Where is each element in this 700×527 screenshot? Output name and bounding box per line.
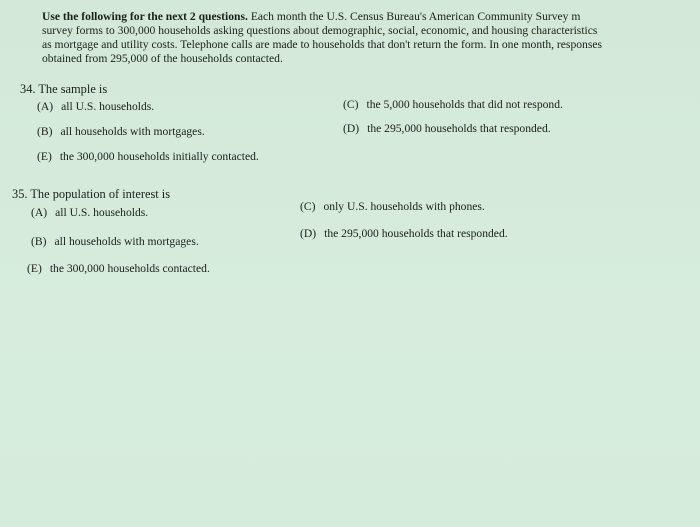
- q34-choice-a[interactable]: [37, 100, 154, 113]
- q35-choice-d-text: the 295,000 households that responded.: [324, 227, 508, 240]
- intro-line-1-rest: Each month the U.S. Census Bureau's American Community Survey m: [250, 10, 581, 23]
- q35-choice-d-letter: (D): [300, 227, 317, 240]
- intro-line-2: survey forms to 300,000 households asking questions about demographic, social, economic, and housing characteristics: [42, 24, 598, 37]
- q35-choice-a-text: all U.S. households.: [55, 206, 149, 219]
- q35-choice-b-letter: (B): [31, 235, 47, 248]
- intro-lead: Use the following for the next 2 questions.: [42, 10, 248, 23]
- q35-choice-c-text: only U.S. households with phones.: [323, 200, 485, 213]
- q34-choice-a-text: all U.S. households.: [61, 100, 155, 113]
- q35-choice-c-letter: (C): [300, 200, 316, 213]
- q35-choice-a-letter: (A): [31, 206, 48, 219]
- q35-choice-d[interactable]: [300, 227, 508, 240]
- question-35-stem: 35. The population of interest is: [12, 187, 171, 201]
- q34-choice-b-letter: (B): [37, 125, 53, 138]
- q35-choice-e[interactable]: [27, 262, 210, 275]
- q34-choice-d[interactable]: [343, 122, 551, 135]
- q35-choice-a[interactable]: [31, 206, 148, 219]
- q35-choice-e-text: the 300,000 households contacted.: [49, 262, 210, 275]
- q35-choice-e-letter: (E): [27, 262, 42, 275]
- q34-choice-b-text: all households with mortgages.: [60, 125, 205, 138]
- intro-paragraph: [42, 10, 692, 66]
- intro-line-1: [42, 10, 692, 24]
- q35-choice-c[interactable]: [300, 200, 485, 213]
- intro-line-4: obtained from 295,000 of the households contacted.: [42, 52, 283, 65]
- q34-choice-e-letter: (E): [37, 150, 52, 163]
- q35-choice-b[interactable]: [31, 235, 199, 248]
- q34-choice-b[interactable]: [37, 125, 205, 138]
- question-34-stem: 34. The sample is: [20, 82, 108, 96]
- q34-choice-c[interactable]: [343, 98, 563, 111]
- q34-choice-d-text: the 295,000 households that responded.: [367, 122, 551, 135]
- q34-choice-d-letter: (D): [343, 122, 360, 135]
- q35-choice-b-text: all households with mortgages.: [54, 235, 199, 248]
- q34-choice-c-letter: (C): [343, 98, 359, 111]
- q34-choice-c-text: the 5,000 households that did not respond.: [366, 98, 563, 111]
- intro-line-3: as mortgage and utility costs. Telephone calls are made to households that don't return the form. In one month, responses: [42, 38, 603, 51]
- q34-choice-e[interactable]: [37, 150, 259, 163]
- q34-choice-a-letter: (A): [37, 100, 54, 113]
- q34-choice-e-text: the 300,000 households initially contacted.: [59, 150, 259, 163]
